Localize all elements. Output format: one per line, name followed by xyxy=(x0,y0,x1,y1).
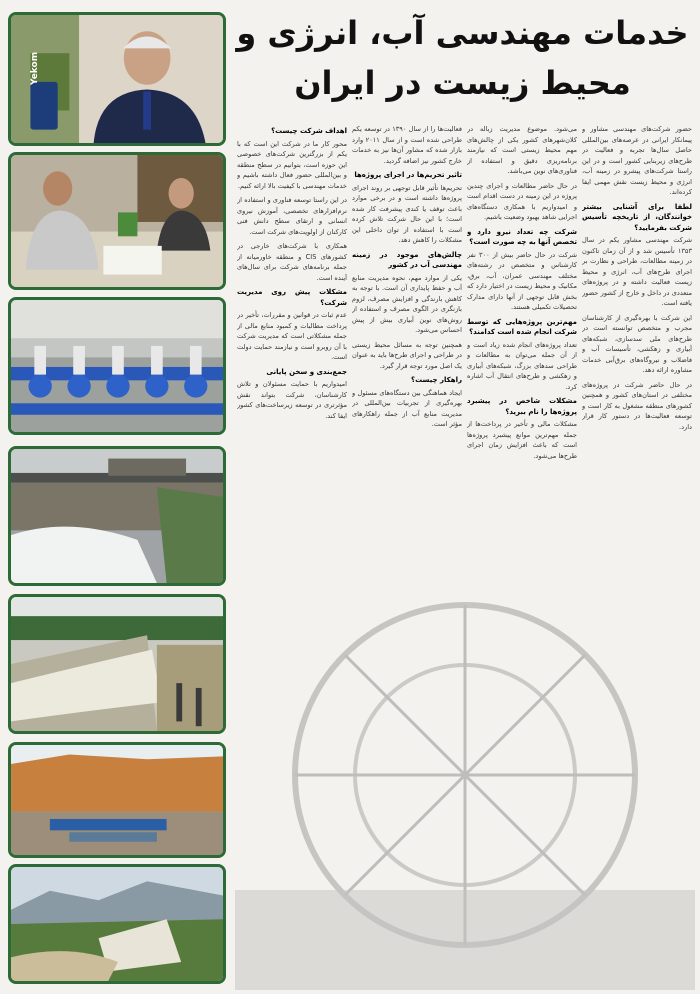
meeting-photo-icon xyxy=(11,155,223,287)
section-heading: راهکار چیست؟ xyxy=(411,376,462,384)
paragraph: تحریم‌ها تأثیر قابل توجهی بر روند اجرای پروژه‌ها داشته است و در برخی موارد باعث توقف یا کندی پیشرفت کار شده است؛ با این حال شرکت تلاش کرده است با استفاده از توان داخلی این مشکلات را کاهش دهد. xyxy=(352,183,462,244)
meeting-photo xyxy=(8,152,226,290)
question-heading: مهم‌ترین پروژه‌هایی که توسط شرکت انجام شده است کدامند؟ xyxy=(467,317,577,336)
paragraph: مشکلات مالی و تأخیر در پرداخت‌ها از جمله مهم‌ترین موانع پیشبرد پروژه‌ها است که باعث افزایش زمان اجرای طرح‌ها می‌شود. xyxy=(467,420,577,460)
text-column-1 xyxy=(582,124,692,986)
quarry-construction-photo-icon xyxy=(11,745,223,855)
paragraph: تعداد پروژه‌های انجام شده زیاد است و از آن جمله می‌توان به مطالعات و طراحی سدهای بزرگ، شبکه‌های آبیاری و زهکشی و طرح‌های انتقال آب اشاره کرد. xyxy=(467,340,577,391)
quarry-construction-photo xyxy=(8,742,226,858)
paragraph: محور کار ما در شرکت این است که با یکم از بزرگترین شرکت‌های خصوصی این حوزه است، بتوانیم در سطح منطقه و بین‌المللی حضور فعال داشته باشیم و خدمات مهندسی با کیفیت بالا ارائه کنیم. xyxy=(237,139,347,190)
logo-label: Yekom xyxy=(30,51,40,85)
question-heading: اهداف شرکت چیست؟ xyxy=(271,127,347,135)
article-title xyxy=(235,8,690,118)
section-heading: چالش‌های موجود در زمینه مهندسی آب در کشور xyxy=(352,250,462,269)
paragraph: حضور شرکت‌های مهندسی مشاور و پیمانکار ایرانی در عرصه‌های بین‌المللی حاصل سال‌ها تجربه و فعالیت در طرح‌های زیربنایی کشور است و در این راستا شرکت‌های پیشرو در زمینه آب، انرژی و محیط زیست نقش مهمی ایفا کرده‌اند. xyxy=(582,125,692,196)
paragraph: در این راستا توسعه فناوری و استفاده از نرم‌افزارهای تخصصی، آموزش نیروی انسانی و ارتقای سطح دانش فنی کارکنان از اولویت‌های شرکت است. xyxy=(237,196,347,236)
title-line-2: محیط زیست در ایران xyxy=(294,64,631,102)
paragraph: در حال حاضر شرکت در پروژه‌های مختلفی در استان‌های کشور و همچنین کشورهای منطقه مشغول به کار است و توسعه فعالیت‌ها در دستور کار قرار دارد. xyxy=(582,380,692,431)
paragraph: امیدواریم با حمایت مسئولان و تلاش کارشناسان، شرکت بتواند نقش مؤثرتری در توسعه زیرساخت‌های کشور ایفا کند. xyxy=(237,380,347,420)
section-heading: مشکلات پیش روی مدیریت شرکت؟ xyxy=(237,288,347,307)
canal-photo xyxy=(8,594,226,734)
section-heading: تاثیر تحریم‌ها در اجرای پروژه‌ها xyxy=(354,171,462,179)
paragraph: شرکت در حال حاضر بیش از ۳۰۰ نفر کارشناس و متخصص در رشته‌های مختلف مهندسی عمران، آب، برق، مکانیک و محیط زیست در اختیار دارد که بخش قابل توجهی از آنها دارای مدارک تحصیلات تکمیلی هستند. xyxy=(467,250,577,311)
paragraph: یکی از موارد مهم، نحوه مدیریت منابع آب و حفظ پایداری آن است. با توجه به کاهش بارندگی و افزایش مصرف، لزوم بازنگری در الگوی مصرف و استفاده از روش‌های نوین آبیاری بیش از پیش احساس می‌شود. xyxy=(352,273,462,334)
paragraph: شرکت مهندسی مشاور یکم در سال ۱۳۵۳ تأسیس شد و از آن زمان تاکنون در زمینه مطالعات، طراحی و نظارت بر اجرای طرح‌های آب، انرژی و محیط زیست فعالیت داشته و در پروژه‌های متعددی در داخل و خارج از کشور حضور یافته است. xyxy=(582,236,692,307)
text-column-2 xyxy=(467,124,577,986)
paragraph: همکاری با شرکت‌های خارجی در کشورهای CIS و منطقه خاورمیانه از جمله برنامه‌های شرکت برای سال‌های آینده است. xyxy=(237,242,347,282)
question-heading: شرکت چه تعداد نیرو دارد و تخصص آنها به چه صورت است؟ xyxy=(467,227,577,246)
dam-spillway-photo xyxy=(8,446,226,586)
pump-station-photo xyxy=(8,297,226,435)
portrait-photo-icon xyxy=(11,15,223,143)
paragraph: می‌شود. موضوع مدیریت زباله در کلان‌شهرهای کشور یکی از چالش‌های مهم محیط زیستی است که نیازمند برنامه‌ریزی دقیق و استفاده از فناوری‌های نوین می‌باشد. xyxy=(467,125,577,175)
pump-station-photo-icon xyxy=(11,300,223,432)
paragraph: فعالیت‌ها را از سال ۱۳۹۰ در توسعه یکم طراحی شده است و از سال ۲۰۱۱ وارد بازار شده که مشاور آن‌ها نیز به خدمات خارج کشور نیز اضافه گردید. xyxy=(352,125,462,165)
text-column-3 xyxy=(352,124,462,986)
canal-photo-icon xyxy=(11,597,223,731)
question-heading: لطفا برای آشنایی بیشتر خوانندگان، از تاریخچه تأسیس شرکت بفرمایید؟ xyxy=(582,202,692,232)
portrait-photo xyxy=(8,12,226,146)
paragraph: این شرکت با بهره‌گیری از کارشناسان مجرب و متخصص توانسته است در طرح‌های ملی سدسازی، شبکه‌های آبیاری و زهکشی، تأسیسات آب و فاضلاب و نیروگاه‌های برق‌آبی خدمات مشاوره ارائه دهد. xyxy=(582,313,692,374)
dam-spillway-photo-icon xyxy=(11,449,223,583)
section-heading: جمع‌بندی و سخن پایانی xyxy=(266,367,347,376)
paragraph: عدم ثبات در قوانین و مقررات، تأخیر در پرداخت مطالبات و کمبود منابع مالی از جمله مشکلاتی است که مدیریت شرکت با آن روبرو است و نیازمند حمایت دولت است. xyxy=(237,311,347,361)
question-heading: مشکلات شاخص در پیشبرد پروژه‌ها را نام ببرید؟ xyxy=(467,397,577,416)
paragraph: در حال حاضر مطالعات و اجرای چندین پروژه در این زمینه در دست اقدام است و امیدواریم با همکاری دستگاه‌های اجرایی شاهد بهبود وضعیت باشیم. xyxy=(467,181,577,221)
paragraph: ایجاد هماهنگی بین دستگاه‌های مسئول و بهره‌گیری از تجربیات بین‌المللی در مدیریت منابع آب از جمله راهکارهای مؤثر است. xyxy=(352,388,462,428)
text-column-4 xyxy=(237,124,347,986)
mountain-dam-photo xyxy=(8,864,226,984)
mountain-dam-photo-icon xyxy=(11,867,223,981)
title-line-1: خدمات مهندسی آب، انرژی و xyxy=(236,14,689,52)
paragraph: همچنین توجه به مسائل محیط زیستی در طراحی و اجرای طرح‌ها باید به عنوان یک اصل مورد توجه قرار گیرد. xyxy=(352,340,462,370)
